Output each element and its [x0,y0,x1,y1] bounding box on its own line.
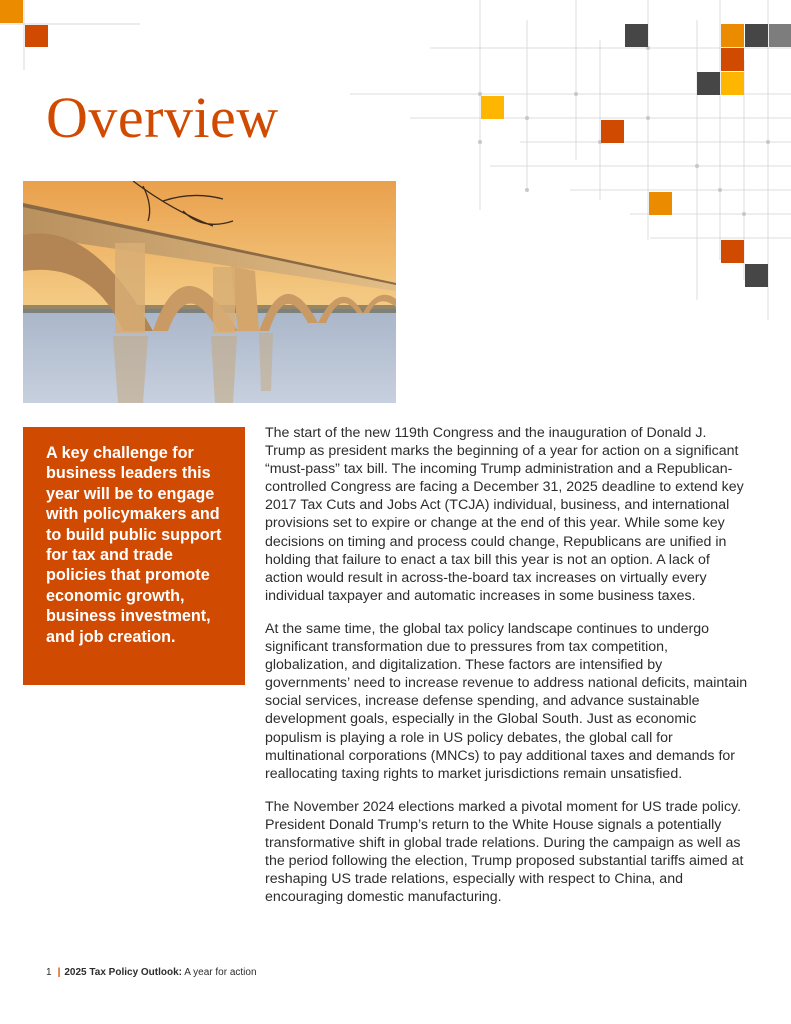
grid-square-orange [649,192,672,215]
page-footer [46,967,257,978]
paragraph: The start of the new 119th Congress and the inauguration of Donald J. Trump as president marks the beginning of a year for action on a significant “must-pass” tax bill. The incoming Trump administration and a Republican-controlled Congress are facing a December 31, 2025 deadline to extend key 2017 Tax Cuts and Jobs Act (TCJA) individual, business, and international provisions set to expire or change at the end of this year. While some key decisions on timing and process could change, Republicans are unified in holding that failure to enact a tax bill this year is not an option. A lack of action would result in across-the-board tax increases on virtually every individual taxpayer and automatic increases in some business taxes. [265,425,744,604]
callout-box [23,427,245,685]
grid-square-red [721,240,744,263]
grid-square-dark [697,72,720,95]
grid-square-orange [721,24,744,47]
grid-square-red [721,48,744,71]
grid-square-dark [745,264,768,287]
publication-title: 2025 Tax Policy Outlook: [64,967,183,978]
callout-text: A key challenge for business leaders this year will be to engage with policymakers and to build public support for tax and trade policies that promote economic growth, business investment, and job creation. [46,444,222,646]
grid-square-dark [745,24,768,47]
bridge-photo [23,181,396,403]
grid-square-red [601,120,624,143]
grid-square-gray [769,24,791,47]
grid-square-yellow [721,72,744,95]
paragraph: At the same time, the global tax policy landscape continues to undergo significant transformation due to pressures from tax competition, globalization, and digitalization. These factors are intensified by governments’ need to increase revenue to address national deficits, maintain social services, increase defense spending, and advance sustainable development goals, especially in the Global South. Just as economic populism is playing a role in US policy debates, the global call for multinational corporations (MNCs) to pay additional taxes and demands for reallocating taxing rights to market jurisdictions remain unsatisfied. [265,620,748,782]
paragraph: The November 2024 elections marked a pivotal moment for US trade policy. President Donald Trump’s return to the White House signals a potentially transformative shift in global trade relations. During the campaign as well as the period following the election, Trump proposed substantial tariffs aimed at reshaping US trade relations, especially with respect to China, and encouraging domestic manufacturing. [265,798,744,906]
grid-square-yellow [481,96,504,119]
body-text [265,424,749,921]
footer-separator: | [57,967,61,978]
page-number: 1 [46,967,52,978]
corner-accent-lines [0,0,140,70]
publication-subtitle: A year for action [184,967,257,978]
page-title: Overview [46,85,279,150]
grid-square-dark [625,24,648,47]
